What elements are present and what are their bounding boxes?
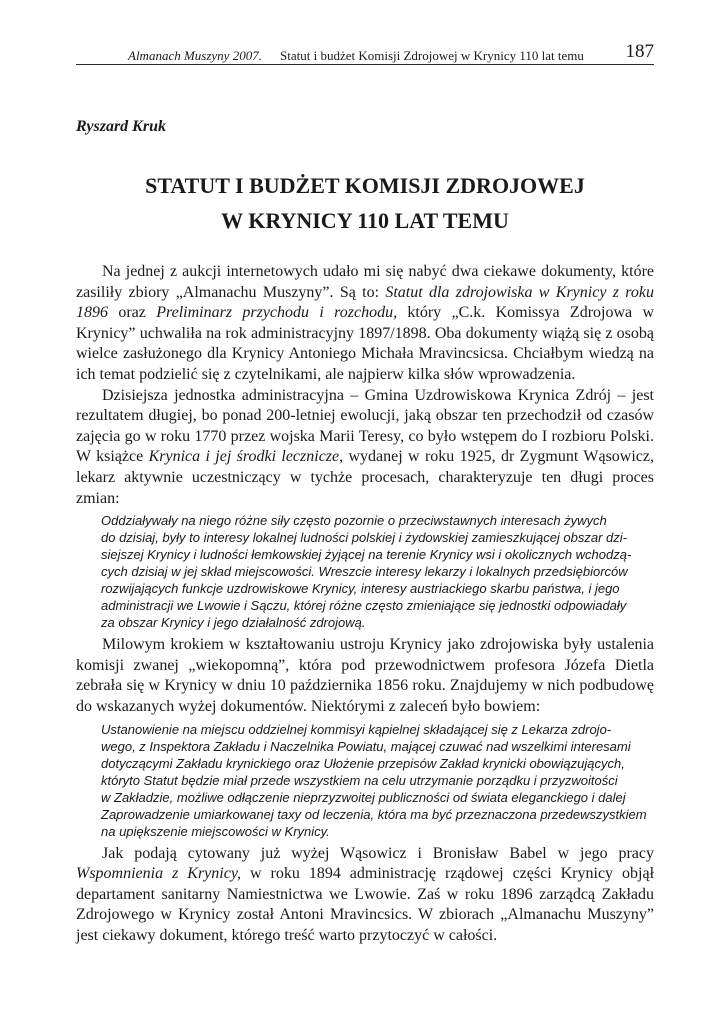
paragraph-3: Milowym krokiem w kształtowaniu ustroju Krynicy jako zdrojowiska były ustalenia komisji zwanej „wiekopomną”, która pod przewodnictwem profesora Józefa Dietla zebrała się w Krynicy w dniu 10 października 1856 roku. Znajdujemy w nich podbudowę do wskazanych wyżej dokumentów. Niektórymi z zaleceń było bowiem:	[76, 636, 654, 715]
quote-1-line: rozwijających funkcje uzdrowiskowe Krynicy, interesy austriackiego skarbu państwa, i jego	[101, 581, 620, 597]
paragraph-4-text-a: Jak podają cytowany już wyżej Wąsowicz i Bronisław Babel w jego pracy	[102, 844, 654, 862]
statut-title: Statut dla zdrojowiska w Krynicy z roku 1896	[76, 283, 655, 322]
paragraph-1-text-a: Na jednej z aukcji internetowych udało mi się nabyć dwa ciekawe dokumenty, które zasiliły zbiory „Almanachu Muszyny”. Są to:	[76, 263, 654, 301]
quote-1-line: siejszej Krynicy i ludności łemkowskiej żyjącej na terenie Krynicy wsi i okolicznych wchodzą-	[101, 547, 632, 563]
quote-1-line: administracji we Lwowie i Sączu, której różne często zmieniające się jednostki odpowiadały	[101, 598, 627, 614]
quote-2-line: na upiększenie miejscowości w Krynicy.	[101, 823, 330, 839]
quote-2-line: Zaprowadzenie umiarkowanej taxy od leczenia, która ma być przeznaczona przedewszystkiem	[101, 806, 647, 822]
quote-1-line: za obszar Krynicy i jego działalność zdrojową.	[101, 615, 366, 631]
page-number: 187	[625, 41, 654, 62]
book-title-wspomnienia: Wspomnienia z Krynicy,	[76, 865, 242, 883]
article-author: Ryszard Kruk	[76, 118, 166, 135]
book-title-krynica: Krynica i jej środki lecznicze	[148, 448, 340, 466]
paragraph-2-text-c: , wydanej w roku 1925, dr Zygmunt Wąsowicz, lekarz aktywnie uczestniczący w tychże procesach, charakteryzuje ten długi proces zmian:	[76, 448, 655, 507]
quote-2-line: Ustanowienie na miejscu oddzielnej kommisyi kąpielnej składającej się z Lekarza zdrojo-	[101, 721, 612, 737]
paragraph-1	[76, 262, 654, 386]
running-title: Statut i budżet Komisji Zdrojowej w Krynicy 110 lat temu	[280, 48, 584, 63]
block-quote-1	[76, 512, 654, 631]
journal-name: Almanach Muszyny 2007.	[128, 48, 262, 63]
quote-1-line: Oddziaływały na niego różne siły często pozornie o przeciwstawnych interesach żywych	[101, 513, 607, 529]
article-body	[76, 262, 654, 946]
running-header	[76, 40, 654, 65]
quote-2-line: wego, z Inspektora Zakładu i Naczelnika Powiatu, mającej czuwać nad wszelkimi interesami	[101, 738, 631, 754]
quote-1-line: do dzisiaj, były to interesy lokalnej ludności polskiej i żydowskiej zamieszkującej obszar dzi-	[101, 530, 628, 546]
paragraph-2-text-a: Dzisiejsza jednostka administracyjna – Gmina Uzdrowiskowa Krynica Zdrój – jest rezultatem długiej, bo ponad 200-letniej ewolucji, jaką obszar ten przechodził od czasów zajęcia go w roku 1770 przez wojska Marii Teresy, co było wstępem do I rozbioru Polski. W książce	[76, 386, 654, 466]
paragraph-1-text-c: oraz	[108, 304, 157, 322]
title-line-1: STATUT I BUDŻET KOMISJI ZDROJOWEJ	[145, 173, 585, 198]
quote-2-line: w Zakładzie, możliwe odłączenie nieprzyzwoitej publiczności od świata eleganckiego i dalej	[101, 789, 626, 805]
paragraph-1-text-e: który „C.k. Komissya Zdrojowa w Krynicy” uchwaliła na rok administracyjny 1897/1898. Oba dokumenty wiążą się z osobą wielce zasłużonego dla Krynicy Antoniego Michała Mravincsicsa. Chciałbym wiedzą na ich temat podzielić się z czytelnikami, ale najpierw kilka słów wprowadzenia.	[76, 304, 655, 383]
quote-2-line: dotyczącymi Zakładu krynickiego oraz Ułożenie przepisów Zakład krynicki obowiązujących,	[101, 755, 625, 771]
preliminarz-title: Preliminarz przychodu i rozchodu,	[156, 304, 398, 322]
paragraph-2	[76, 386, 654, 510]
quote-1-line: cych dzisiaj w jej skład miejscowości. Wreszcie interesy lekarzy i lokalnych przedsiębiorców	[101, 564, 628, 580]
quote-2-line: któryto Statut będzie miał przede wszystkiem na celu utrzymanie porządku i przyzwoitości	[101, 772, 618, 788]
title-line-2: W KRYNICY 110 LAT TEMU	[221, 208, 509, 233]
block-quote-2	[76, 721, 654, 840]
paragraph-4-text-c: w roku 1894 administrację rządowej części Krynicy objął departament sanitarny Namiestnictwa we Lwowie. Zaś w roku 1896 zarządcą Zakładu Zdrojowego w Krynicy został Antoni Mravincsics. W zbiorach „Almanachu Muszyny” jest ciekawy dokument, którego treść warto przytoczyć w całości.	[76, 865, 655, 944]
article-title	[76, 168, 654, 238]
paragraph-4	[76, 844, 654, 947]
